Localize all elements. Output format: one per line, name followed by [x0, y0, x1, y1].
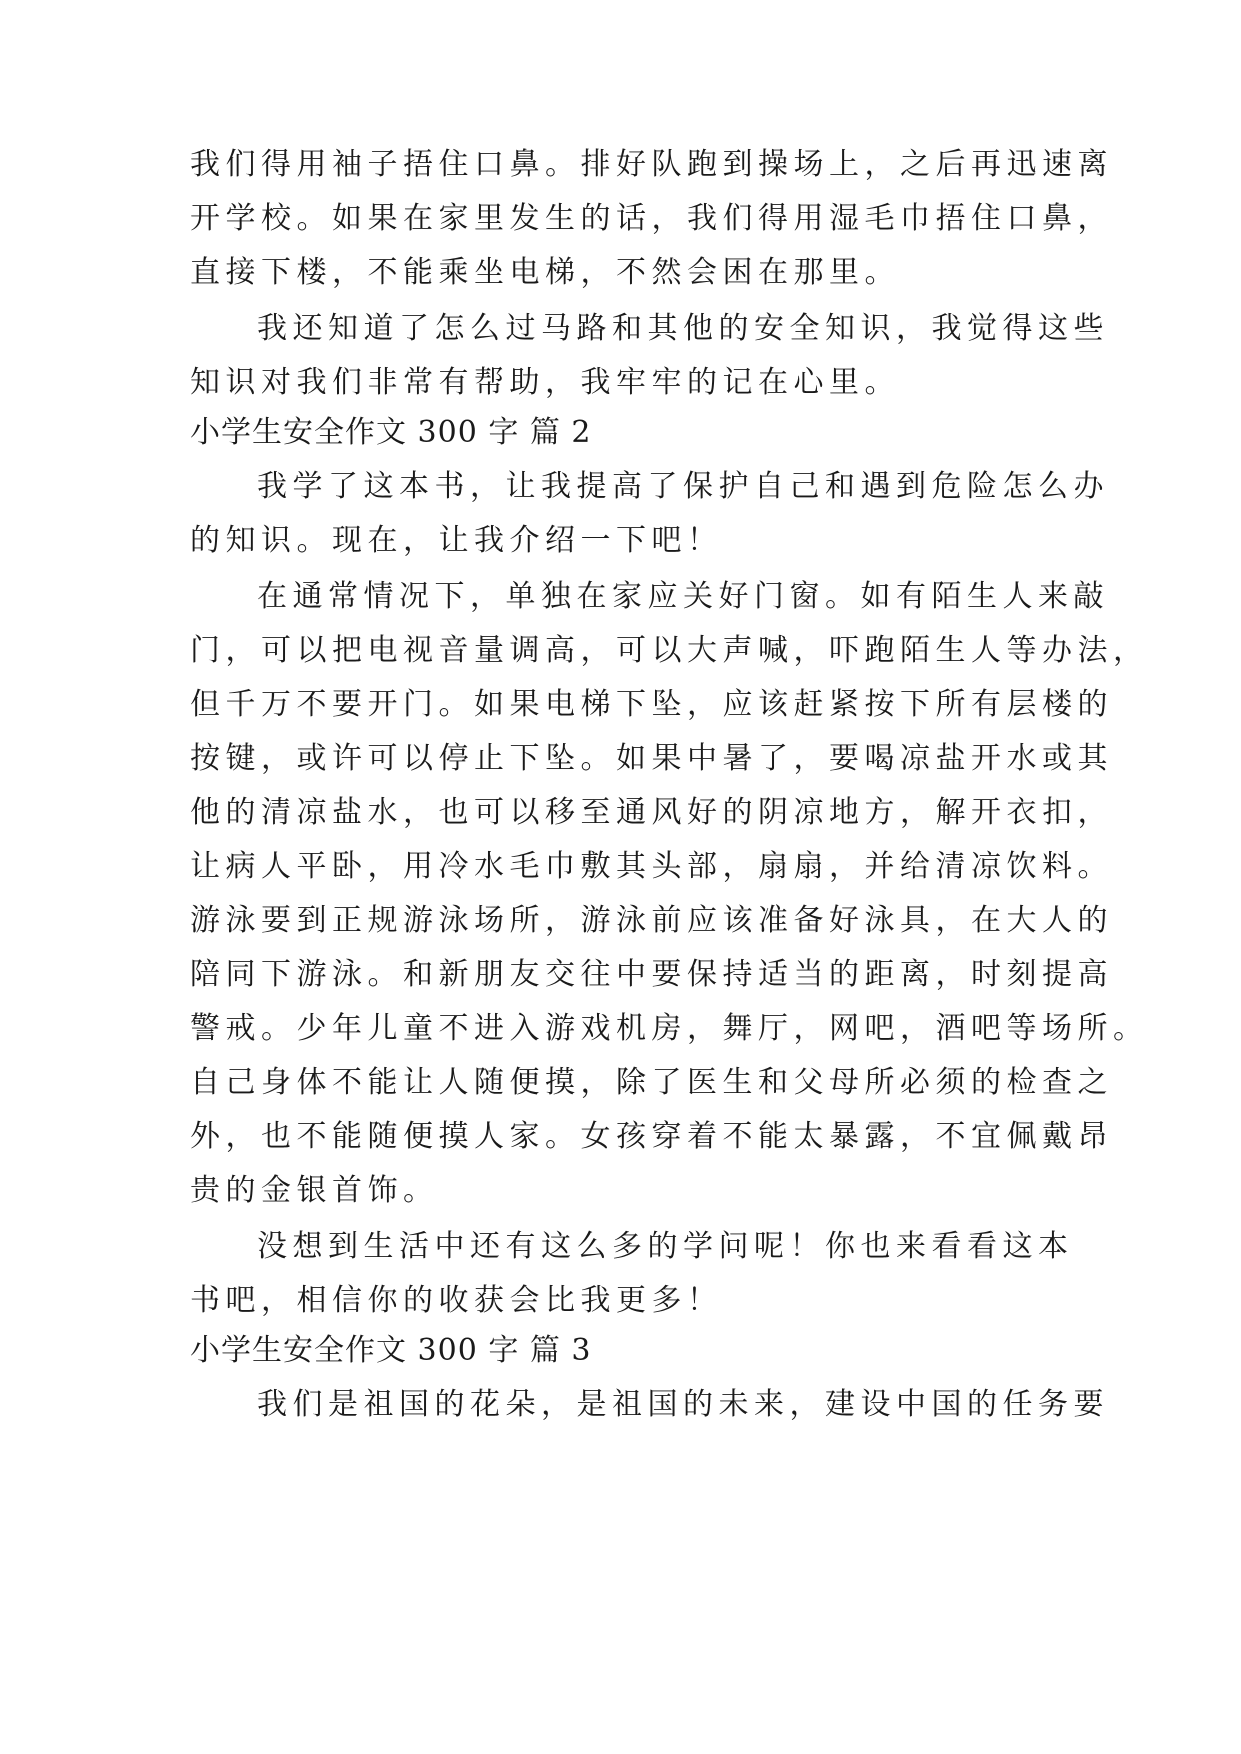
paragraph-line: 的知识。现在，让我介绍一下吧！ — [190, 523, 723, 558]
paragraph-line: 按键，或许可以停止下坠。如果中暑了，要喝凉盐开水或其 — [190, 741, 1113, 776]
paragraph-line: 我们是祖国的花朵，是祖国的未来，建设中国的任务要 — [257, 1387, 1109, 1422]
paragraph-line: 贵的金银首饰。 — [190, 1173, 439, 1208]
paragraph-line: 警戒。少年儿童不进入游戏机房，舞厅，网吧，酒吧等场所。 — [190, 1011, 1149, 1046]
paragraph-line: 我们得用袖子捂住口鼻。排好队跑到操场上，之后再迅速离 — [190, 147, 1113, 182]
paragraph-line: 门，可以把电视音量调高，可以大声喊，吓跑陌生人等办法， — [190, 633, 1149, 668]
section-heading: 小学生安全作文 300 字 篇 3 — [190, 1333, 592, 1368]
paragraph-line: 游泳要到正规游泳场所，游泳前应该准备好泳具，在大人的 — [190, 903, 1113, 938]
paragraph-line: 直接下楼，不能乘坐电梯，不然会困在那里。 — [190, 255, 900, 290]
paragraph-line: 我学了这本书，让我提高了保护自己和遇到危险怎么办 — [257, 469, 1109, 504]
paragraph-line: 让病人平卧，用冷水毛巾敷其头部，扇扇，并给清凉饮料。 — [190, 849, 1113, 884]
paragraph-line: 开学校。如果在家里发生的话，我们得用湿毛巾捂住口鼻， — [190, 201, 1113, 236]
paragraph-line: 在通常情况下，单独在家应关好门窗。如有陌生人来敲 — [257, 579, 1109, 614]
paragraph-line: 我还知道了怎么过马路和其他的安全知识，我觉得这些 — [257, 311, 1109, 346]
paragraph-line: 外，也不能随便摸人家。女孩穿着不能太暴露，不宜佩戴昂 — [190, 1119, 1113, 1154]
paragraph-line: 书吧，相信你的收获会比我更多！ — [190, 1283, 723, 1318]
paragraph-line: 陪同下游泳。和新朋友交往中要保持适当的距离，时刻提高 — [190, 957, 1113, 992]
paragraph-line: 他的清凉盐水，也可以移至通风好的阴凉地方，解开衣扣， — [190, 795, 1113, 830]
paragraph-line: 知识对我们非常有帮助，我牢牢的记在心里。 — [190, 365, 900, 400]
paragraph-line: 没想到生活中还有这么多的学问呢！你也来看看这本 — [257, 1229, 1074, 1264]
section-heading: 小学生安全作文 300 字 篇 2 — [190, 415, 592, 450]
paragraph-line: 但千万不要开门。如果电梯下坠，应该赶紧按下所有层楼的 — [190, 687, 1113, 722]
paragraph-line: 自己身体不能让人随便摸，除了医生和父母所必须的检查之 — [190, 1065, 1113, 1100]
